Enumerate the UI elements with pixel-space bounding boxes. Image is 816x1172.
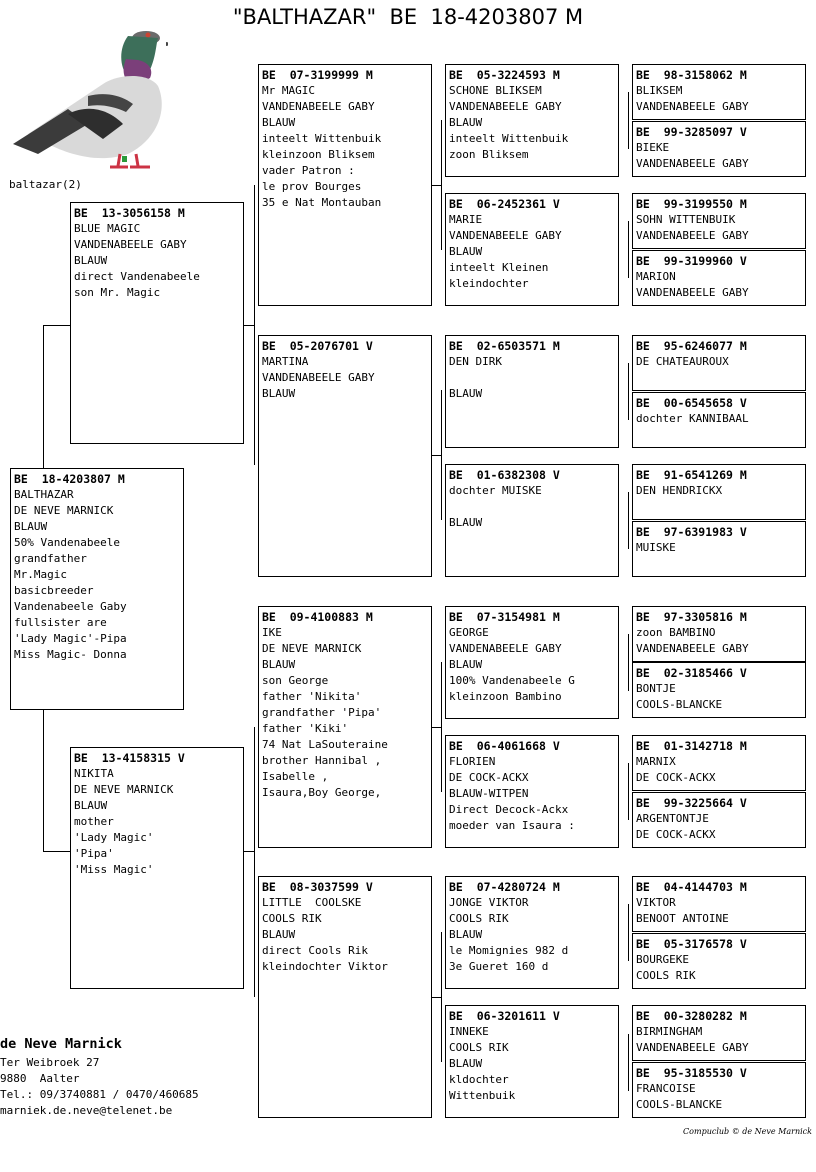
ring-number: BE 99-3199960 V [636, 254, 747, 268]
pedigree-line: 35 e Nat Montauban [262, 196, 382, 209]
pedigree-card-fff [445, 64, 619, 177]
pedigree-line: 'Lady Magic'-Pipa [14, 632, 127, 645]
connector [43, 709, 44, 851]
ring-number: BE 95-3185530 V [636, 1066, 747, 1080]
owner-phone: Tel.: 09/3740881 / 0470/460685 [0, 1088, 199, 1101]
ring-number: BE 01-3142718 M [636, 739, 747, 753]
pedigree-line: BLAUW [262, 928, 296, 941]
pedigree-card-g5 [632, 876, 806, 932]
pedigree-line: BIEKE [636, 141, 670, 154]
ring-number: BE 07-3154981 M [449, 610, 560, 624]
pedigree-line: Mr.Magic [14, 568, 67, 581]
ring-number: BE 02-3185466 V [636, 666, 747, 680]
pedigree-card-father [70, 202, 244, 444]
ring-number: BE 06-3201611 V [449, 1009, 560, 1023]
pedigree-line: VANDENABEELE GABY [74, 238, 187, 251]
pedigree-line: BLAUW [262, 658, 296, 671]
connector [441, 390, 442, 520]
pedigree-line: 'Pipa' [74, 847, 114, 860]
pedigree-line: kleinzoon Bambino [449, 690, 562, 703]
pedigree-line: Isabelle , [262, 770, 329, 783]
pedigree-line: dochter MUISKE [449, 484, 542, 497]
pedigree-card-g5 [632, 250, 806, 306]
ring-number: BE 99-3285097 V [636, 125, 747, 139]
pedigree-line: BLAUW [262, 116, 296, 129]
pedigree-line: Direct Decock-Ackx [449, 803, 569, 816]
pedigree-line: VIKTOR [636, 896, 676, 909]
connector [243, 325, 254, 326]
pedigree-card-g5 [632, 1005, 806, 1061]
pedigree-line: VANDENABEELE GABY [636, 286, 749, 299]
pedigree-line: BLAUW [449, 116, 483, 129]
pedigree-line: Isaura,Boy George, [262, 786, 382, 799]
pedigree-card-fmm [445, 464, 619, 577]
ring-number: BE 08-3037599 V [262, 880, 373, 894]
pedigree-line: VANDENABEELE GABY [449, 229, 562, 242]
pedigree-line: BOURGEKE [636, 953, 689, 966]
ring-number: BE 05-3224593 M [449, 68, 560, 82]
pedigree-line: COOLS RIK [449, 912, 509, 925]
pedigree-card-g5 [632, 392, 806, 448]
pedigree-line: Mr MAGIC [262, 84, 315, 97]
ring-number: BE 04-4144703 M [636, 880, 747, 894]
owner-city: 9880 Aalter [0, 1072, 80, 1085]
pedigree-line: BIRMINGHAM [636, 1025, 703, 1038]
pedigree-line: 74 Nat LaSouteraine [262, 738, 388, 751]
pedigree-line: MARTINA [262, 355, 309, 368]
pedigree-line: zoon Bliksem [449, 148, 529, 161]
connector [254, 727, 255, 997]
ring-number: BE 09-4100883 M [262, 610, 373, 624]
pedigree-line: MUISKE [636, 541, 676, 554]
pedigree-line: COOLS-BLANCKE [636, 698, 723, 711]
pedigree-line: DE COCK-ACKX [636, 771, 716, 784]
connector [441, 662, 442, 792]
pedigree-card-g5 [632, 121, 806, 177]
pedigree-line: moeder van Isaura : [449, 819, 575, 832]
connector [441, 932, 442, 1062]
pedigree-line: brother Hannibal , [262, 754, 382, 767]
ring-number: BE 91-6541269 M [636, 468, 747, 482]
pedigree-line: COOLS RIK [449, 1041, 509, 1054]
copyright-note: Compuclub © de Neve Marnick [683, 1127, 812, 1136]
owner-info [0, 1035, 199, 1119]
pedigree-card-g5 [632, 933, 806, 989]
pedigree-line: BALTHAZAR [14, 488, 74, 501]
pedigree-line: COOLS-BLANCKE [636, 1098, 723, 1111]
connector [628, 904, 629, 961]
pedigree-line: father 'Kiki' [262, 722, 349, 735]
pedigree-line: BLAUW [74, 254, 108, 267]
pedigree-line: DEN DIRK [449, 355, 502, 368]
pedigree-title: "BALTHAZAR" BE 18-4203807 M [232, 5, 584, 29]
pedigree-line: VANDENABEELE GABY [636, 100, 749, 113]
pedigree-line: COOLS RIK [262, 912, 322, 925]
owner-address: Ter Weibroek 27 [0, 1056, 100, 1069]
pedigree-line: VANDENABEELE GABY [636, 1041, 749, 1054]
pedigree-line: BLIKSEM [636, 84, 683, 97]
ring-number: BE 99-3225664 V [636, 796, 747, 810]
ring-number: BE 13-3056158 M [74, 206, 185, 220]
pedigree-line: VANDENABEELE GABY [636, 229, 749, 242]
ring-number: BE 05-3176578 V [636, 937, 747, 951]
pedigree-line: father 'Nikita' [262, 690, 362, 703]
pedigree-line: direct Vandenabeele [74, 270, 200, 283]
pedigree-line: GEORGE [449, 626, 489, 639]
pedigree-line: kleindochter Viktor [262, 960, 388, 973]
pedigree-card-g5 [632, 606, 806, 662]
connector [431, 185, 441, 186]
pedigree-line: MARIE [449, 213, 483, 226]
pedigree-line: BLAUW [14, 520, 48, 533]
pedigree-line: DE COCK-ACKX [636, 828, 716, 841]
ring-number: BE 02-6503571 M [449, 339, 560, 353]
pedigree-line: Vandenabeele Gaby [14, 600, 127, 613]
connector [628, 634, 629, 691]
pedigree-line: SOHN WITTENBUIK [636, 213, 736, 226]
pedigree-line: DE NEVE MARNICK [262, 642, 362, 655]
pedigree-line: NIKITA [74, 767, 114, 780]
connector [243, 851, 254, 852]
pedigree-line: LITTLE COOLSKE [262, 896, 362, 909]
pedigree-card-mff [445, 606, 619, 719]
pedigree-line [449, 370, 618, 386]
pedigree-line: IKE [262, 626, 282, 639]
connector [431, 727, 441, 728]
pedigree-line: Wittenbuik [449, 1089, 516, 1102]
pedigree-line: 100% Vandenabeele G [449, 674, 575, 687]
pedigree-card-mm [258, 876, 432, 1118]
pedigree-card-g5 [632, 521, 806, 577]
pedigree-line: ARGENTONTJE [636, 812, 709, 825]
pedigree-line: son Mr. Magic [74, 286, 161, 299]
pedigree-line: direct Cools Rik [262, 944, 368, 957]
pedigree-card-g5 [632, 662, 806, 718]
pedigree-line: BLAUW [449, 1057, 483, 1070]
connector [43, 851, 70, 852]
pedigree-line: grandfather 'Pipa' [262, 706, 382, 719]
ring-number: BE 06-2452361 V [449, 197, 560, 211]
pedigree-line: DEN HENDRICKX [636, 484, 723, 497]
pedigree-card-ffm [445, 193, 619, 306]
ring-number: BE 13-4158315 V [74, 751, 185, 765]
pedigree-line: MARION [636, 270, 676, 283]
pedigree-line [449, 499, 618, 515]
connector [431, 455, 441, 456]
ring-number: BE 05-2076701 V [262, 339, 373, 353]
pedigree-line: vader Patron : [262, 164, 355, 177]
pedigree-card-subject [10, 468, 184, 710]
ring-number: BE 07-3199999 M [262, 68, 373, 82]
owner-email: marniek.de.neve@telenet.be [0, 1104, 173, 1117]
pedigree-line: MARNIX [636, 755, 676, 768]
connector [628, 221, 629, 278]
ring-number: BE 95-6246077 M [636, 339, 747, 353]
pedigree-line: BLAUW [262, 387, 296, 400]
pedigree-card-mmf [445, 876, 619, 989]
pedigree-line: FRANCOISE [636, 1082, 696, 1095]
pedigree-line: FLORIEN [449, 755, 496, 768]
pedigree-line: VANDENABEELE GABY [262, 371, 375, 384]
ring-number: BE 06-4061668 V [449, 739, 560, 753]
pedigree-line: BLAUW [449, 387, 483, 400]
pedigree-card-mother [70, 747, 244, 989]
pedigree-card-mfm [445, 735, 619, 848]
connector [43, 325, 44, 468]
pedigree-line: VANDENABEELE GABY [636, 642, 749, 655]
pedigree-card-mf [258, 606, 432, 848]
pedigree-line: 50% Vandenabeele [14, 536, 120, 549]
pedigree-line: BLAUW-WITPEN [449, 787, 529, 800]
ring-number: BE 99-3199550 M [636, 197, 747, 211]
pedigree-line: VANDENABEELE GABY [449, 642, 562, 655]
pedigree-line: SCHONE BLIKSEM [449, 84, 542, 97]
connector [441, 120, 442, 250]
connector [254, 185, 255, 465]
pedigree-line: le prov Bourges [262, 180, 362, 193]
ring-number: BE 00-6545658 V [636, 396, 747, 410]
connector [43, 325, 70, 326]
connector [628, 1034, 629, 1091]
ring-number: BE 07-4280724 M [449, 880, 560, 894]
pedigree-line: dochter KANNIBAAL [636, 412, 749, 425]
pedigree-line: DE COCK-ACKX [449, 771, 529, 784]
pedigree-card-g5 [632, 335, 806, 391]
pedigree-card-mmm [445, 1005, 619, 1118]
pedigree-line: BLUE MAGIC [74, 222, 141, 235]
pedigree-line: DE CHATEAUROUX [636, 355, 729, 368]
pedigree-line: COOLS RIK [636, 969, 696, 982]
pedigree-line: kleinzoon Bliksem [262, 148, 375, 161]
pedigree-card-g5 [632, 193, 806, 249]
ring-number: BE 18-4203807 M [14, 472, 125, 486]
pigeon-photo [8, 14, 168, 174]
pedigree-card-fmf [445, 335, 619, 448]
connector [628, 492, 629, 549]
pedigree-card-g5 [632, 792, 806, 848]
pedigree-line: le Momignies 982 d [449, 944, 569, 957]
pedigree-card-fm [258, 335, 432, 577]
pedigree-line: basicbreeder [14, 584, 94, 597]
pedigree-line: kleindochter [449, 277, 529, 290]
ring-number: BE 98-3158062 M [636, 68, 747, 82]
pedigree-line: zoon BAMBINO [636, 626, 716, 639]
ring-number: BE 00-3280282 M [636, 1009, 747, 1023]
pedigree-line: DE NEVE MARNICK [74, 783, 174, 796]
connector [628, 92, 629, 149]
ring-number: BE 97-3305816 M [636, 610, 747, 624]
pedigree-line: INNEKE [449, 1025, 489, 1038]
pedigree-card-ff [258, 64, 432, 306]
pedigree-line: kldochter [449, 1073, 509, 1086]
pedigree-line: BLAUW [74, 799, 108, 812]
pedigree-line: BLAUW [449, 516, 483, 529]
pedigree-line: Miss Magic- Donna [14, 648, 127, 661]
pedigree-line: 'Lady Magic' [74, 831, 154, 844]
connector [628, 763, 629, 820]
ring-number: BE 97-6391983 V [636, 525, 747, 539]
pedigree-line: 'Miss Magic' [74, 863, 154, 876]
pedigree-line: VANDENABEELE GABY [449, 100, 562, 113]
pedigree-line: BLAUW [449, 658, 483, 671]
pedigree-card-g5 [632, 735, 806, 791]
pedigree-card-g5 [632, 64, 806, 120]
pedigree-line: grandfather [14, 552, 87, 565]
pedigree-line: BLAUW [449, 928, 483, 941]
pedigree-line: BONTJE [636, 682, 676, 695]
pedigree-line: inteelt Wittenbuik [262, 132, 382, 145]
pedigree-line: inteelt Kleinen [449, 261, 549, 274]
pedigree-card-g5 [632, 1062, 806, 1118]
connector [628, 363, 629, 420]
pedigree-line: BLAUW [449, 245, 483, 258]
connector [431, 997, 441, 998]
pedigree-line: DE NEVE MARNICK [14, 504, 114, 517]
owner-name: de Neve Marnick [0, 1036, 122, 1052]
pedigree-line: mother [74, 815, 114, 828]
pedigree-line: VANDENABEELE GABY [636, 157, 749, 170]
pedigree-line: 3e Gueret 160 d [449, 960, 549, 973]
pedigree-line: inteelt Wittenbuik [449, 132, 569, 145]
photo-caption: baltazar(2) [9, 178, 82, 191]
pedigree-card-g5 [632, 464, 806, 520]
pedigree-line: JONGE VIKTOR [449, 896, 529, 909]
pedigree-line: BENOOT ANTOINE [636, 912, 729, 925]
ring-number: BE 01-6382308 V [449, 468, 560, 482]
pedigree-line: son George [262, 674, 329, 687]
pedigree-line: fullsister are [14, 616, 107, 629]
pedigree-line: VANDENABEELE GABY [262, 100, 375, 113]
